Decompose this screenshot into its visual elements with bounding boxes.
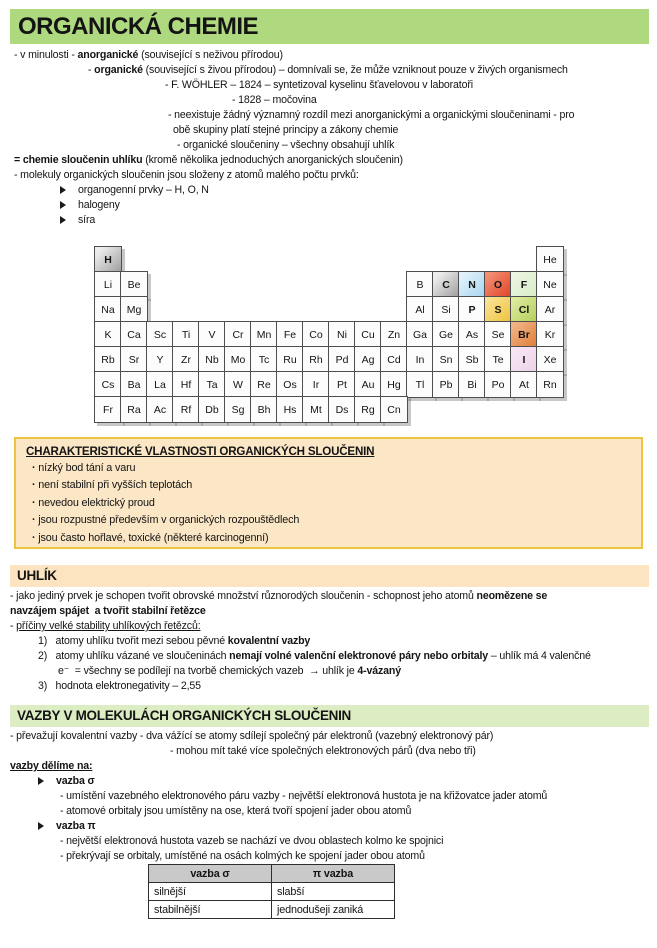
element-cell-Ir: Ir [302, 371, 329, 397]
bond-table-row [149, 883, 395, 901]
text-line [10, 679, 591, 694]
text-line [10, 168, 574, 183]
element-cell-Ga: Ga [406, 321, 433, 347]
text-line [10, 664, 591, 679]
element-cell-Bi: Bi [458, 371, 485, 397]
text-segment: - molekuly organických sloučenin jsou složeny z atomů malého počtu prvků: [14, 169, 359, 181]
element-cell-Al: Al [406, 296, 433, 322]
text-segment: 1) atomy uhlíku tvořit mezi sebou pěvné [38, 635, 228, 647]
text-line [10, 819, 547, 834]
text-segment: vazba π [56, 820, 96, 832]
element-cell-Mg: Mg [120, 296, 147, 322]
text-segment: nevedou elektrický proud [38, 496, 155, 509]
element-cell-Ra: Ra [120, 396, 147, 422]
element-cell-Cl: Cl [510, 296, 537, 322]
text-line [10, 619, 591, 634]
text-line [10, 123, 574, 138]
text-segment: - největší elektronová hustota vazeb se nachází ve dvou oblastech kolmo ke spojnici [60, 835, 444, 847]
element-cell-Pb: Pb [432, 371, 459, 397]
text-segment: (související s živou přírodou) – domnívali se, že může vzniknout pouze v živých organismech [142, 64, 568, 76]
text-segment: (kromě několika jednoduchých anorganických sloučenin) [142, 154, 403, 166]
element-cell-Na: Na [94, 296, 121, 322]
bond-table-cell: jednodušeji zaniká [272, 901, 395, 919]
text-segment: e⁻ = všechny se podílejí na tvorbě chemických vazeb → uhlík je [58, 665, 358, 677]
text-segment: (související s neživou přírodou) [138, 49, 283, 61]
text-segment: neomězene se [476, 590, 548, 602]
element-cell-Re: Re [250, 371, 277, 397]
text-segment: halogeny [78, 199, 120, 211]
text-segment: - atomové orbitaly jsou umístěny na ose, která tvoří spojení jader obou atomů [60, 805, 412, 817]
text-segment: - F. WÖHLER – 1824 – syntetizoval kyselinu šťavelovou v laboratoři [165, 79, 473, 91]
element-cell-Ba: Ba [120, 371, 147, 397]
element-cell-Xe: Xe [536, 346, 563, 372]
text-segment: příčiny velké stability uhlíkových řetězců: [16, 620, 201, 632]
bond-table-cell: stabilnější [149, 901, 272, 919]
text-line [10, 183, 574, 198]
element-cell-Sr: Sr [120, 346, 147, 372]
text-segment: vazby dělíme na: [10, 760, 93, 772]
element-cell-Rg: Rg [354, 396, 381, 422]
element-cell-Se: Se [484, 321, 511, 347]
bond-table-cell: slabší [272, 883, 395, 901]
arrow-bullet-icon [60, 216, 66, 224]
element-cell-Cu: Cu [354, 321, 381, 347]
element-cell-Ge: Ge [432, 321, 459, 347]
element-cell-Rn: Rn [536, 371, 563, 397]
element-cell-At: At [510, 371, 537, 397]
section-heading-vazby: VAZBY V MOLEKULÁCH ORGANICKÝCH SLOUČENIN [10, 705, 649, 727]
text-line [10, 108, 574, 123]
element-cell-Rh: Rh [302, 346, 329, 372]
element-cell-Ds: Ds [328, 396, 355, 422]
intro-notes [10, 48, 574, 228]
properties-list [26, 460, 631, 547]
element-cell-Ca: Ca [120, 321, 147, 347]
element-cell-Pt: Pt [328, 371, 355, 397]
element-cell-Rf: Rf [172, 396, 199, 422]
element-cell-F: F [510, 271, 537, 297]
text-line [10, 153, 574, 168]
text-segment: organogenní prvky – H, O, N [78, 184, 209, 196]
element-cell-Tc: Tc [250, 346, 277, 372]
property-item [32, 495, 631, 512]
bond-comparison-table [148, 864, 395, 919]
element-cell-Ar: Ar [536, 296, 563, 322]
element-cell-Rb: Rb [94, 346, 121, 372]
vazby-notes [10, 729, 547, 864]
text-line [10, 63, 574, 78]
element-cell-Mo: Mo [224, 346, 251, 372]
element-cell-Sc: Sc [146, 321, 173, 347]
text-line [10, 849, 547, 864]
text-line [10, 729, 547, 744]
element-cell-Zn: Zn [380, 321, 407, 347]
property-item [32, 530, 631, 547]
text-segment: - [88, 64, 95, 76]
element-cell-Fe: Fe [276, 321, 303, 347]
text-segment: 2) atomy uhlíku vázané ve sloučeninách [38, 650, 230, 662]
element-cell-As: As [458, 321, 485, 347]
element-cell-O: O [484, 271, 511, 297]
bond-table-header-cell: π vazba [272, 865, 395, 883]
text-segment: anorganické [77, 49, 139, 61]
element-cell-Sg: Sg [224, 396, 251, 422]
element-cell-Kr: Kr [536, 321, 563, 347]
element-cell-Ni: Ni [328, 321, 355, 347]
property-item [32, 477, 631, 494]
element-cell-C: C [432, 271, 459, 297]
text-segment: - mohou mít také více společných elektronových párů (dva nebo tři) [170, 745, 476, 757]
uhlik-notes [10, 589, 591, 694]
text-line [10, 834, 547, 849]
element-cell-Sn: Sn [432, 346, 459, 372]
text-segment: jsou rozpustné především v organických rozpouštědlech [38, 514, 300, 527]
bond-table-row [149, 901, 395, 919]
text-segment: - převažují kovalentní vazby - dva vážící se atomy sdílejí společný pár elektronů (vazebný elektronový pár) [10, 730, 494, 742]
bond-table-cell: silnější [149, 883, 272, 901]
element-cell-Te: Te [484, 346, 511, 372]
periodic-table [95, 247, 563, 422]
text-segment: navzájem spájet a tvořit stabilní řetězce [10, 605, 206, 617]
text-line [10, 589, 591, 604]
text-line [10, 744, 547, 759]
element-cell-W: W [224, 371, 251, 397]
element-cell-P: P [458, 296, 485, 322]
element-cell-Hs: Hs [276, 396, 303, 422]
element-cell-Nb: Nb [198, 346, 225, 372]
element-cell-Li: Li [94, 271, 121, 297]
text-line [10, 804, 547, 819]
element-cell-Zr: Zr [172, 346, 199, 372]
text-segment: - překrývají se orbitaly, umístěné na osách kolmých ke spojení jader obou atomů [60, 850, 425, 862]
arrow-bullet-icon [38, 822, 44, 830]
element-cell-N: N [458, 271, 485, 297]
property-item [32, 460, 631, 477]
element-cell-He: He [536, 246, 563, 272]
arrow-bullet-icon [60, 186, 66, 194]
element-cell-B: B [406, 271, 433, 297]
element-cell-Pd: Pd [328, 346, 355, 372]
text-line [10, 213, 574, 228]
property-item [32, 512, 631, 529]
text-segment: = chemie sloučenin uhlíku [14, 154, 143, 166]
text-line [10, 78, 574, 93]
element-cell-Br: Br [510, 321, 537, 347]
element-cell-Be: Be [120, 271, 147, 297]
text-segment: vazba σ [56, 775, 95, 787]
element-cell-V: V [198, 321, 225, 347]
element-cell-La: La [146, 371, 173, 397]
element-cell-H: H [94, 246, 121, 272]
text-segment: - 1828 – močovina [232, 94, 317, 106]
element-cell-Cr: Cr [224, 321, 251, 347]
element-cell-Cn: Cn [380, 396, 407, 422]
text-segment: kovalentní vazby [227, 635, 311, 647]
properties-box [14, 437, 643, 549]
text-segment: - umístění vazebného elektronového páru vazby - největší elektronová hustota je na křižovatce jader atomů [60, 790, 548, 802]
element-cell-Mn: Mn [250, 321, 277, 347]
element-cell-S: S [484, 296, 511, 322]
text-segment: – uhlík má 4 valenčné [488, 650, 591, 662]
element-cell-Db: Db [198, 396, 225, 422]
text-segment: jsou často hořlavé, toxické (některé karcinogenní) [38, 531, 269, 544]
arrow-bullet-icon [60, 201, 66, 209]
element-cell-Si: Si [432, 296, 459, 322]
text-line [10, 138, 574, 153]
text-line [10, 198, 574, 213]
text-line [10, 789, 547, 804]
text-line [10, 604, 591, 619]
text-segment: obě skupiny platí stejné principy a zákony chemie [173, 124, 399, 136]
element-cell-Au: Au [354, 371, 381, 397]
element-cell-Hg: Hg [380, 371, 407, 397]
text-segment: - jako jediný prvek je schopen tvořit obrovské množství různorodých sloučenin - schopnost jeho atomů [10, 590, 477, 602]
element-cell-Po: Po [484, 371, 511, 397]
text-segment: 4-vázaný [357, 665, 401, 677]
arrow-bullet-icon [38, 777, 44, 785]
text-segment: - neexistuje žádný významný rozdíl mezi anorganickými a organickými sloučeninami - pro [168, 109, 575, 121]
element-cell-Mt: Mt [302, 396, 329, 422]
element-cell-Tl: Tl [406, 371, 433, 397]
element-cell-Cs: Cs [94, 371, 121, 397]
text-segment: nízký bod tání a varu [38, 462, 136, 474]
text-segment: nemají volné valenční elektronové páry nebo orbitaly [229, 650, 489, 662]
element-cell-Bh: Bh [250, 396, 277, 422]
text-segment: síra [78, 214, 96, 226]
element-cell-K: K [94, 321, 121, 347]
text-line [10, 759, 547, 774]
properties-box-title: CHARAKTERISTICKÉ VLASTNOSTI ORGANICKÝCH SLOUČENIN [26, 445, 375, 458]
element-cell-Ne: Ne [536, 271, 563, 297]
text-line [10, 649, 591, 664]
element-cell-Fr: Fr [94, 396, 121, 422]
section-heading-uhlik: UHLÍK [10, 565, 649, 587]
text-line [10, 48, 574, 63]
element-cell-Cd: Cd [380, 346, 407, 372]
element-cell-Ag: Ag [354, 346, 381, 372]
element-cell-Sb: Sb [458, 346, 485, 372]
element-cell-Ta: Ta [198, 371, 225, 397]
text-segment: 3) hodnota elektronegativity – 2,55 [38, 680, 201, 692]
text-line [10, 93, 574, 108]
text-segment: - organické sloučeniny – všechny obsahují uhlík [177, 139, 395, 151]
element-cell-Os: Os [276, 371, 303, 397]
text-segment: - v minulosti - [14, 49, 78, 61]
text-line [10, 634, 591, 649]
bond-table-header-cell: vazba σ [149, 865, 272, 883]
text-line [10, 774, 547, 789]
text-segment: organické [94, 64, 143, 76]
element-cell-In: In [406, 346, 433, 372]
page-title: ORGANICKÁ CHEMIE [10, 9, 649, 44]
element-cell-Ti: Ti [172, 321, 199, 347]
text-segment: - [10, 620, 17, 632]
element-cell-Ru: Ru [276, 346, 303, 372]
element-cell-Ac: Ac [146, 396, 173, 422]
element-cell-I: I [510, 346, 537, 372]
element-cell-Hf: Hf [172, 371, 199, 397]
element-cell-Y: Y [146, 346, 173, 372]
text-segment: není stabilní při vyšších teplotách [38, 479, 193, 492]
element-cell-Co: Co [302, 321, 329, 347]
